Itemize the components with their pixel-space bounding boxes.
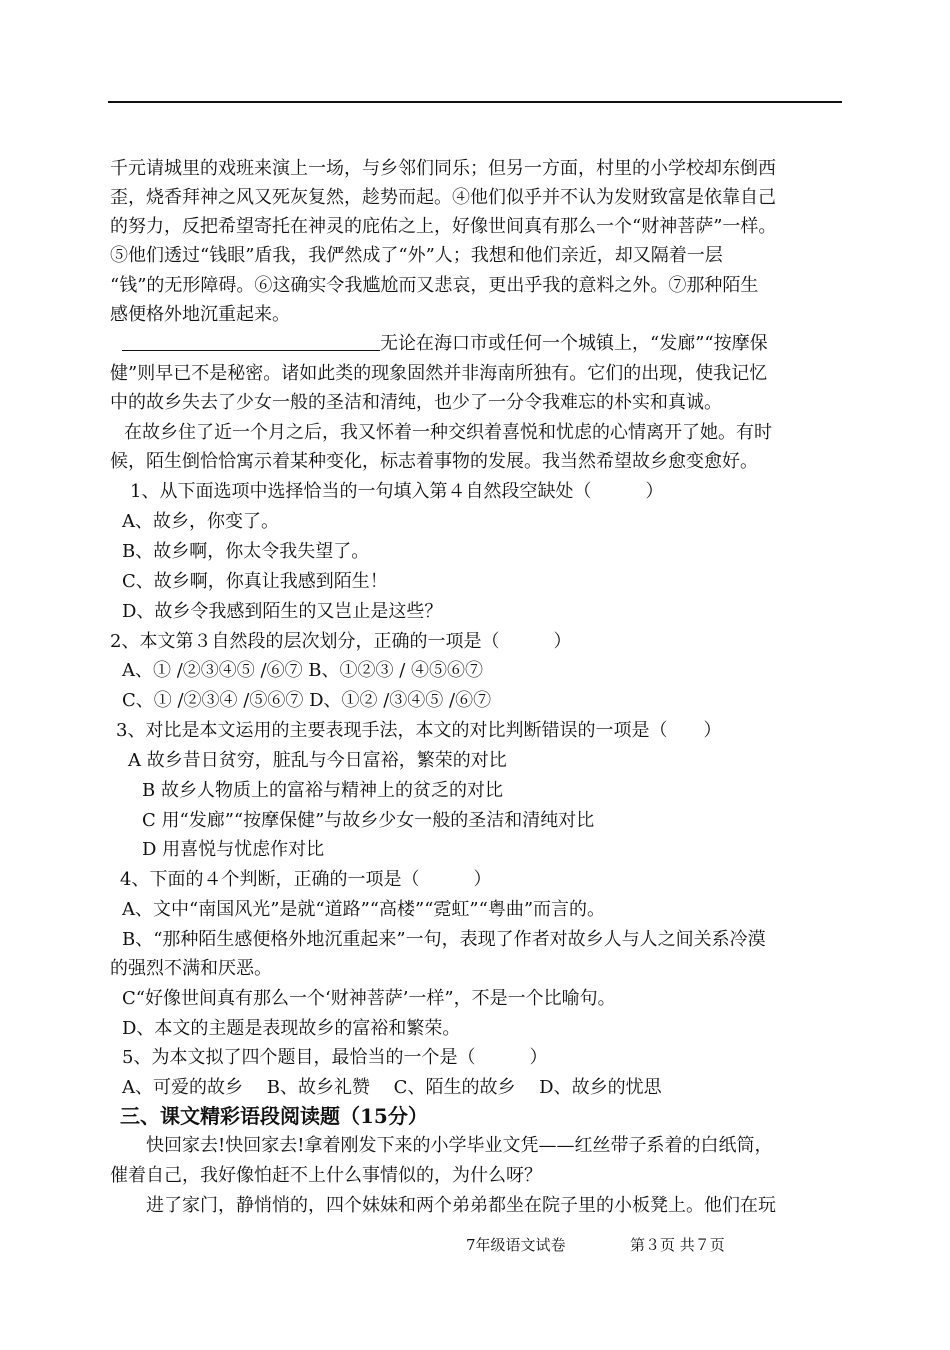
fill-in-blank <box>122 332 380 351</box>
exam-title: 7年级语文试卷 <box>466 1236 566 1254</box>
text-line: “钱”的无形障碍。⑥这确实令我尴尬而又悲哀，更出乎我的意料之外。⑦那种陌生 <box>110 275 759 296</box>
text-line: 健”则早已不是秘密。诸如此类的现象固然并非海南所独有。它们的出现，使我记忆 <box>110 363 768 384</box>
text-line: 候，陌生倒恰恰寓示着某种变化，标志着事物的发展。我当然希望故乡愈变愈好。 <box>110 451 758 472</box>
option-d: D、故乡令我感到陌生的又岂止是这些？ <box>122 601 443 622</box>
text-line: 感便格外地沉重起来。 <box>110 304 290 325</box>
options-all: A、可爱的故乡 B、故乡礼赞 C、陌生的故乡 D、故乡的忧思 <box>122 1077 662 1098</box>
question-2: 2、本文第３自然段的层次划分，正确的一项是（ ） <box>110 631 572 652</box>
text-line: ⑤他们透过“钱眼”盾我，我俨然成了“外”人；我想和他们亲近，却又隔着一层 <box>110 245 723 266</box>
option-a: A 故乡昔日贫穷，脏乱与今日富裕，繁荣的对比 <box>128 750 507 771</box>
text-line: 催着自己，我好像怕赶不上什么事情似的，为什么呀？ <box>110 1165 542 1186</box>
option-c: C、故乡啊，你真让我感到陌生！ <box>122 571 388 592</box>
text-span: 无论在海口市或任何一个城镇上，“发廊”“按摩保 <box>380 333 768 354</box>
text-line: 在故乡住了近一个月之后，我又怀着一种交织着喜悦和忧虑的心情离开了她。有时 <box>124 422 772 443</box>
page-number: 第３页 共７页 <box>630 1236 725 1254</box>
header-rule <box>108 101 842 103</box>
question-1: 1、从下面选项中选择恰当的一句填入第４自然段空缺处（ ） <box>130 481 664 502</box>
options-cd: C、① /②③④ /⑤⑥⑦ D、①② /③④⑤ /⑥⑦ <box>122 690 492 711</box>
option-b-cont: 的强烈不满和厌恶。 <box>110 958 272 979</box>
question-5: 5、为本文拟了四个题目，最恰当的一个是（ ） <box>122 1047 548 1068</box>
fill-in-line <box>122 332 768 362</box>
question-3: 3、对比是本文运用的主要表现手法，本文的对比判断错误的一项是（ ） <box>116 720 722 741</box>
question-4: 4、下面的４个判断，正确的一项是（ ） <box>120 869 492 890</box>
option-d: D、本文的主题是表现故乡的富裕和繁荣。 <box>122 1018 461 1039</box>
option-d: D 用喜悦与忧虑作对比 <box>142 839 325 860</box>
text-line: 歪，烧香拜神之风又死灰复然，趁势而起。④他们似乎并不认为发财致富是依靠自己 <box>110 187 776 208</box>
options-ab: A、① /②③④⑤ /⑥⑦ B、①②③ / ④⑤⑥⑦ <box>122 660 484 681</box>
option-c: C“好像世间真有那么一个‘财神菩萨’一样”，不是一个比喻句。 <box>122 988 616 1009</box>
text-line: 中的故乡失去了少女一般的圣洁和清纯，也少了一分令我难忘的朴实和真诚。 <box>110 392 722 413</box>
option-b: B 故乡人物质上的富裕与精神上的贫乏的对比 <box>142 780 503 801</box>
option-b: B、故乡啊，你太令我失望了。 <box>122 541 370 562</box>
text-line: 快回家去!快回家去!拿着刚发下来的小学毕业文凭——红丝带子系着的白纸筒， <box>146 1135 773 1156</box>
option-a: A、故乡，你变了。 <box>122 511 279 532</box>
option-a: A、文中“南国风光”是就“道路”“高楼”“霓虹”“粤曲”而言的。 <box>122 899 606 920</box>
text-line: 的努力，反把希望寄托在神灵的庇佑之上，好像世间真有那么一个“财神菩萨”一样。 <box>110 216 777 237</box>
option-b: B、“那种陌生感便格外地沉重起来”一句，表现了作者对故乡人与人之间关系冷漠 <box>122 929 766 950</box>
text-line: 进了家门，静悄悄的，四个妹妹和两个弟弟都坐在院子里的小板凳上。他们在玩 <box>146 1195 776 1216</box>
section-heading: 三、课文精彩语段阅读题（15分） <box>120 1104 428 1128</box>
option-c: C 用“发廊”“按摩保健”与故乡少女一般的圣洁和清纯对比 <box>142 810 595 831</box>
text-line: 千元请城里的戏班来演上一场，与乡邻们同乐；但另一方面，村里的小学校却东倒西 <box>110 158 776 179</box>
